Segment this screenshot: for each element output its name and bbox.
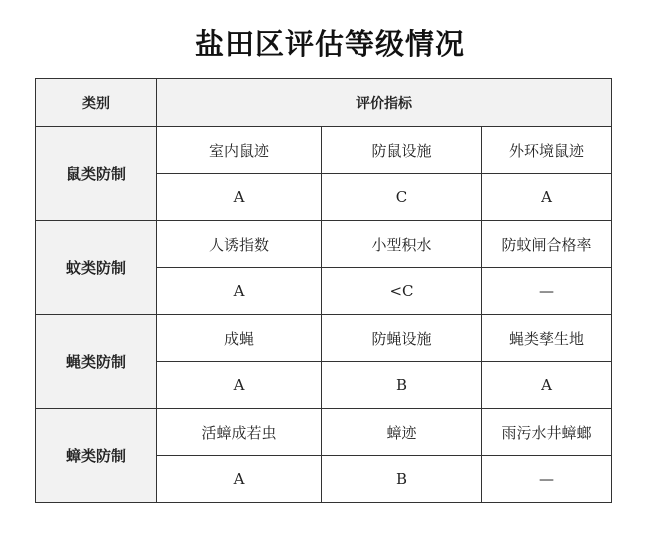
indicator-cell: 防鼠设施 bbox=[322, 127, 482, 174]
indicator-cell: 蝇类孳生地 bbox=[482, 315, 612, 362]
grade-cell: — bbox=[482, 268, 612, 315]
indicator-cell: 人诱指数 bbox=[157, 221, 322, 268]
table-row bbox=[36, 409, 612, 456]
evaluation-table bbox=[35, 78, 612, 503]
indicator-cell: 室内鼠迹 bbox=[157, 127, 322, 174]
indicator-cell: 防蚊闸合格率 bbox=[482, 221, 612, 268]
indicator-cell: 成蝇 bbox=[157, 315, 322, 362]
category-cell: 蟑类防制 bbox=[36, 409, 157, 503]
table-row bbox=[36, 127, 612, 174]
grade-cell: B bbox=[322, 362, 482, 409]
indicator-cell: 蟑迹 bbox=[322, 409, 482, 456]
table-row bbox=[36, 315, 612, 362]
indicator-cell: 防蝇设施 bbox=[322, 315, 482, 362]
grade-cell: A bbox=[157, 174, 322, 221]
header-indicators: 评价指标 bbox=[157, 79, 612, 127]
page-title: 盐田区评估等级情况 bbox=[194, 27, 465, 61]
indicator-cell: 活蟑成若虫 bbox=[157, 409, 322, 456]
grade-cell: — bbox=[482, 456, 612, 503]
category-cell: 鼠类防制 bbox=[36, 127, 157, 221]
grade-cell: A bbox=[157, 456, 322, 503]
category-cell: 蚊类防制 bbox=[36, 221, 157, 315]
header-category: 类别 bbox=[36, 79, 157, 127]
indicator-cell: 外环境鼠迹 bbox=[482, 127, 612, 174]
grade-cell: C bbox=[322, 174, 482, 221]
grade-cell: A bbox=[482, 174, 612, 221]
table-row bbox=[36, 221, 612, 268]
indicator-cell: 小型积水 bbox=[322, 221, 482, 268]
grade-cell: A bbox=[157, 362, 322, 409]
table-header-row bbox=[36, 79, 612, 127]
grade-cell: A bbox=[157, 268, 322, 315]
grade-cell: B bbox=[322, 456, 482, 503]
grade-cell: A bbox=[482, 362, 612, 409]
grade-cell: <C bbox=[322, 268, 482, 315]
indicator-cell: 雨污水井蟑螂 bbox=[482, 409, 612, 456]
category-cell: 蝇类防制 bbox=[36, 315, 157, 409]
